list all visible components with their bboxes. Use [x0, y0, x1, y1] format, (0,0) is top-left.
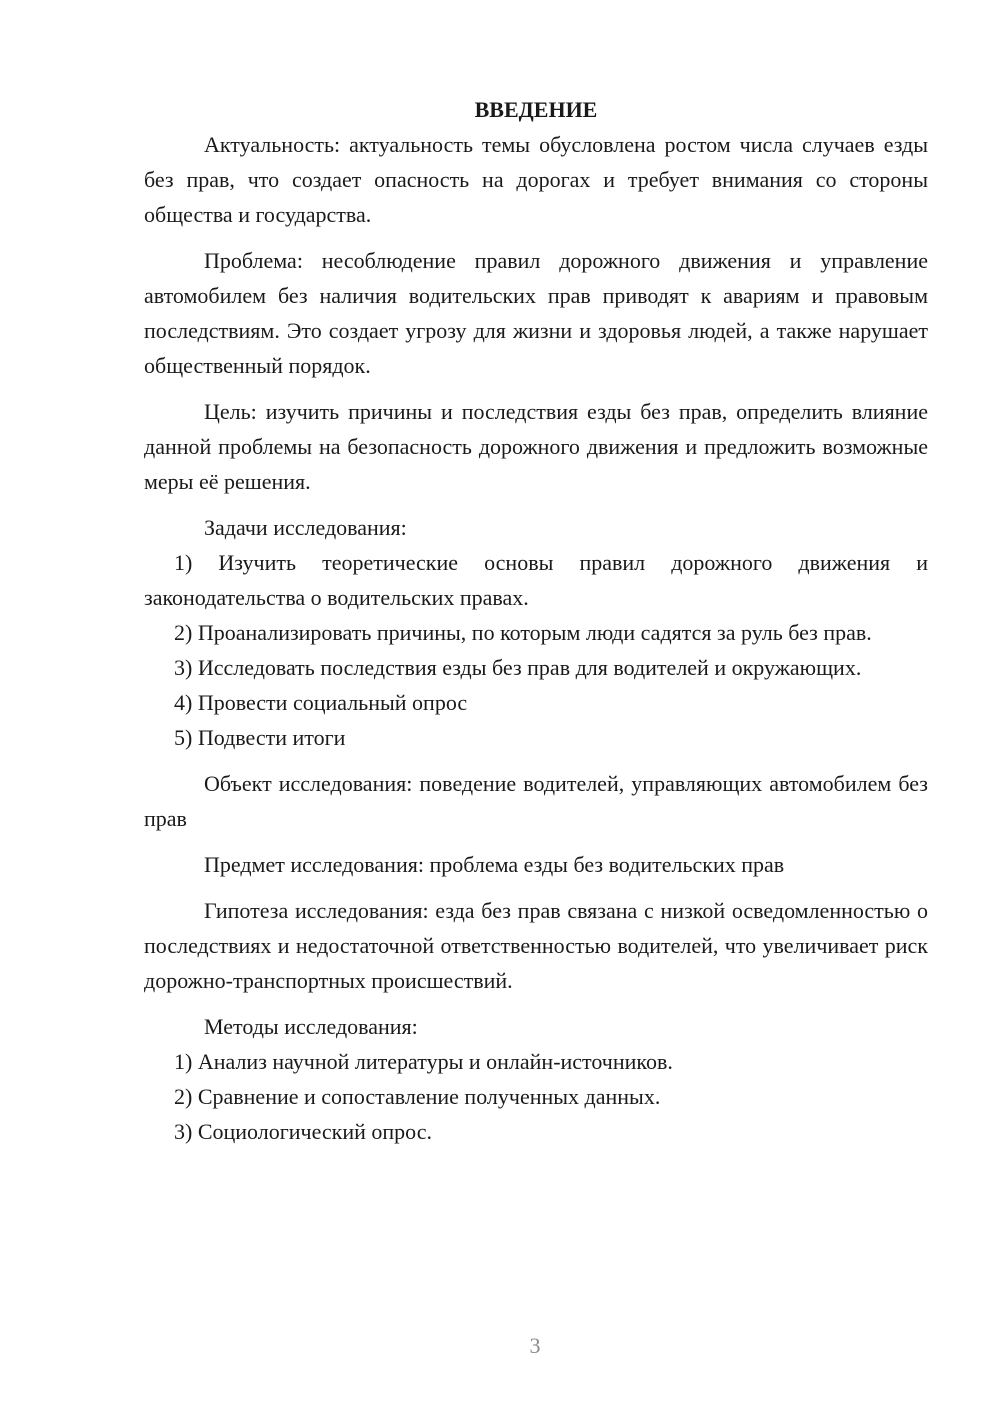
task-item-2: 2) Проанализировать причины, по которым люди садятся за руль без прав.: [174, 620, 872, 645]
method-item-2: 2) Сравнение и сопоставление полученных данных.: [174, 1084, 661, 1109]
document-page: [144, 92, 928, 1149]
page-title: ВВЕДЕНИЕ: [474, 97, 598, 122]
task-item-1: 1) Изучить теоретические основы правил дорожного движения и законодательства о водительских правах.: [144, 550, 928, 610]
tasks-heading: Задачи исследования:: [204, 515, 407, 540]
task-item-5: 5) Подвести итоги: [174, 725, 346, 750]
object-paragraph: Объект исследования: поведение водителей, управляющих автомобилем без прав: [144, 771, 928, 831]
problem-paragraph: Проблема: несоблюдение правил дорожного движения и управление автомобилем без наличия водительских прав приводят к авариям и правовым последствиям. Это создает угрозу для жизни и здоровья людей, а также нарушает общественный порядок.: [144, 248, 928, 378]
page-number: 3: [529, 1333, 541, 1358]
task-item-3: 3) Исследовать последствия езды без прав для водителей и окружающих.: [174, 655, 862, 680]
task-item-4: 4) Провести социальный опрос: [174, 690, 468, 715]
relevance-paragraph: Актуальность: актуальность темы обусловлена ростом числа случаев езды без прав, что создает опасность на дорогах и требует внимания со стороны общества и государства.: [144, 132, 928, 227]
subject-paragraph: Предмет исследования: проблема езды без водительских прав: [204, 852, 785, 877]
method-item-1: 1) Анализ научной литературы и онлайн-источников.: [174, 1049, 673, 1074]
methods-heading: Методы исследования:: [204, 1014, 418, 1039]
goal-paragraph: Цель: изучить причины и последствия езды без прав, определить влияние данной проблемы на безопасность дорожного движения и предложить возможные меры её решения.: [144, 399, 928, 494]
hypothesis-paragraph: Гипотеза исследования: езда без прав связана с низкой осведомленностью о последствиях и недостаточной ответственностью водителей, что увеличивает риск дорожно-транспортных происшествий.: [144, 898, 928, 993]
method-item-3: 3) Социологический опрос.: [174, 1119, 432, 1144]
